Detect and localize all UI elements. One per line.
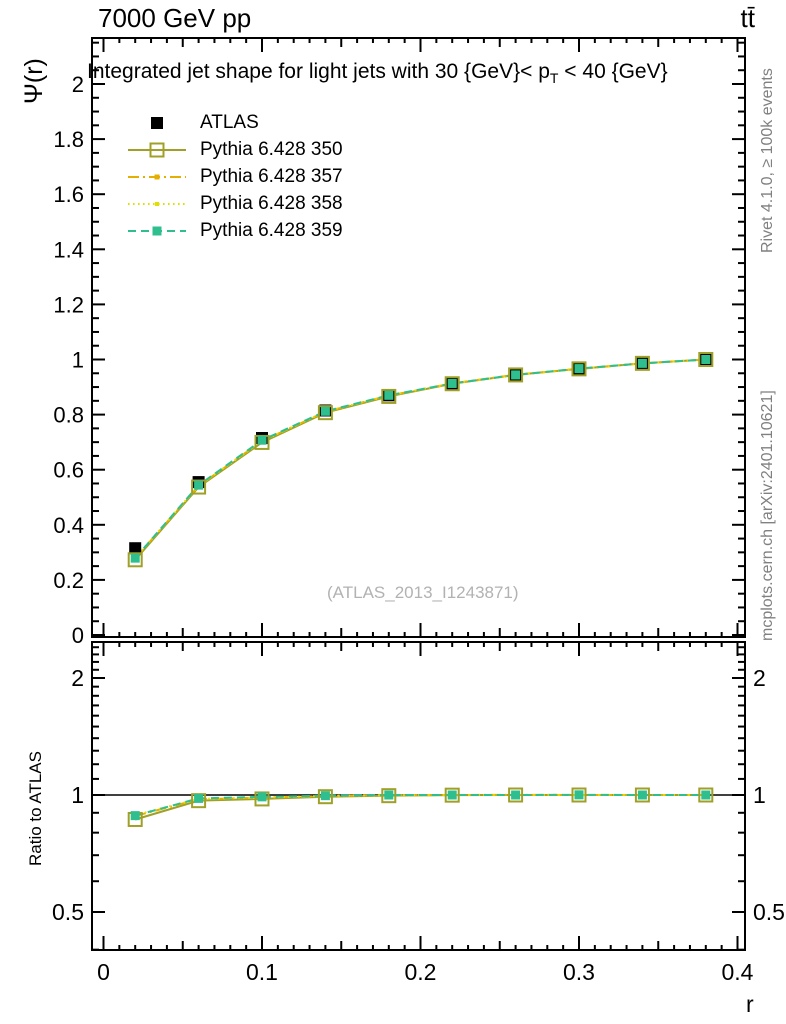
legend-label: Pythia 6.428 350	[200, 138, 343, 160]
legend-item	[128, 217, 343, 244]
legend-label: ATLAS	[200, 111, 259, 133]
plot-title-pre: Integrated jet shape for light jets with 30 {GeV}< p	[87, 60, 550, 83]
rivet-version-label: Rivet 4.1.0, ≥ 100k events	[759, 68, 776, 253]
tick-label: 0	[71, 623, 84, 648]
legend-label: Pythia 6.428 359	[200, 219, 343, 241]
legend-marker-icon	[128, 140, 186, 160]
tick-label: 0	[97, 959, 110, 985]
tick-label: 0.6	[53, 457, 84, 483]
legend-item	[128, 163, 343, 190]
legend	[128, 109, 343, 244]
tick-label: 1	[71, 782, 84, 808]
tick-label: 0.4	[721, 959, 754, 985]
tick-label: 1.6	[53, 182, 84, 208]
legend-marker-icon	[128, 221, 186, 241]
x-axis-title: r	[746, 991, 754, 1017]
series-line	[135, 360, 706, 559]
tick-label: 2	[71, 665, 84, 691]
tick-label: 0.5	[52, 899, 84, 925]
ratio-axis-title: Ratio to ATLAS	[26, 751, 45, 866]
process-label: tt̄	[740, 3, 755, 33]
tick-label: 0.4	[53, 512, 84, 538]
legend-label: Pythia 6.428 358	[200, 192, 343, 214]
tick-label: 1.8	[53, 127, 84, 153]
plot-title	[87, 60, 668, 86]
tick-label: 0.5	[753, 899, 785, 925]
tick-label: 2	[753, 665, 766, 691]
legend-item	[128, 136, 343, 163]
legend-marker-icon	[128, 194, 186, 214]
legend-label: Pythia 6.428 357	[200, 165, 343, 187]
tick-label: 1	[753, 782, 766, 808]
tick-label: 0.1	[246, 959, 278, 985]
plot-title-sub: T	[549, 70, 559, 87]
legend-item	[128, 109, 343, 136]
tick-label: 0.8	[53, 402, 84, 428]
tick-label: 0.3	[563, 959, 595, 985]
mcplots-arxiv-label: mcplots.cern.ch [arXiv:2401.10621]	[759, 390, 776, 641]
ratio-series-line	[135, 795, 706, 816]
tick-label: 2	[71, 72, 84, 97]
y-axis-title: Ψ(r)	[20, 58, 48, 104]
tick-label: 0.2	[53, 567, 84, 593]
tick-label: 1	[71, 347, 84, 373]
tick-label: 1.2	[53, 292, 84, 318]
analysis-watermark: (ATLAS_2013_I1243871)	[327, 583, 519, 602]
legend-marker-icon	[128, 167, 186, 187]
tick-label: 0.2	[404, 959, 437, 985]
plot-title-post: < 40 {GeV}	[558, 60, 668, 83]
beam-energy-label: 7000 GeV pp	[98, 3, 252, 33]
tick-label: 1.4	[53, 237, 84, 263]
legend-marker-icon	[128, 113, 186, 133]
legend-item	[128, 190, 343, 217]
